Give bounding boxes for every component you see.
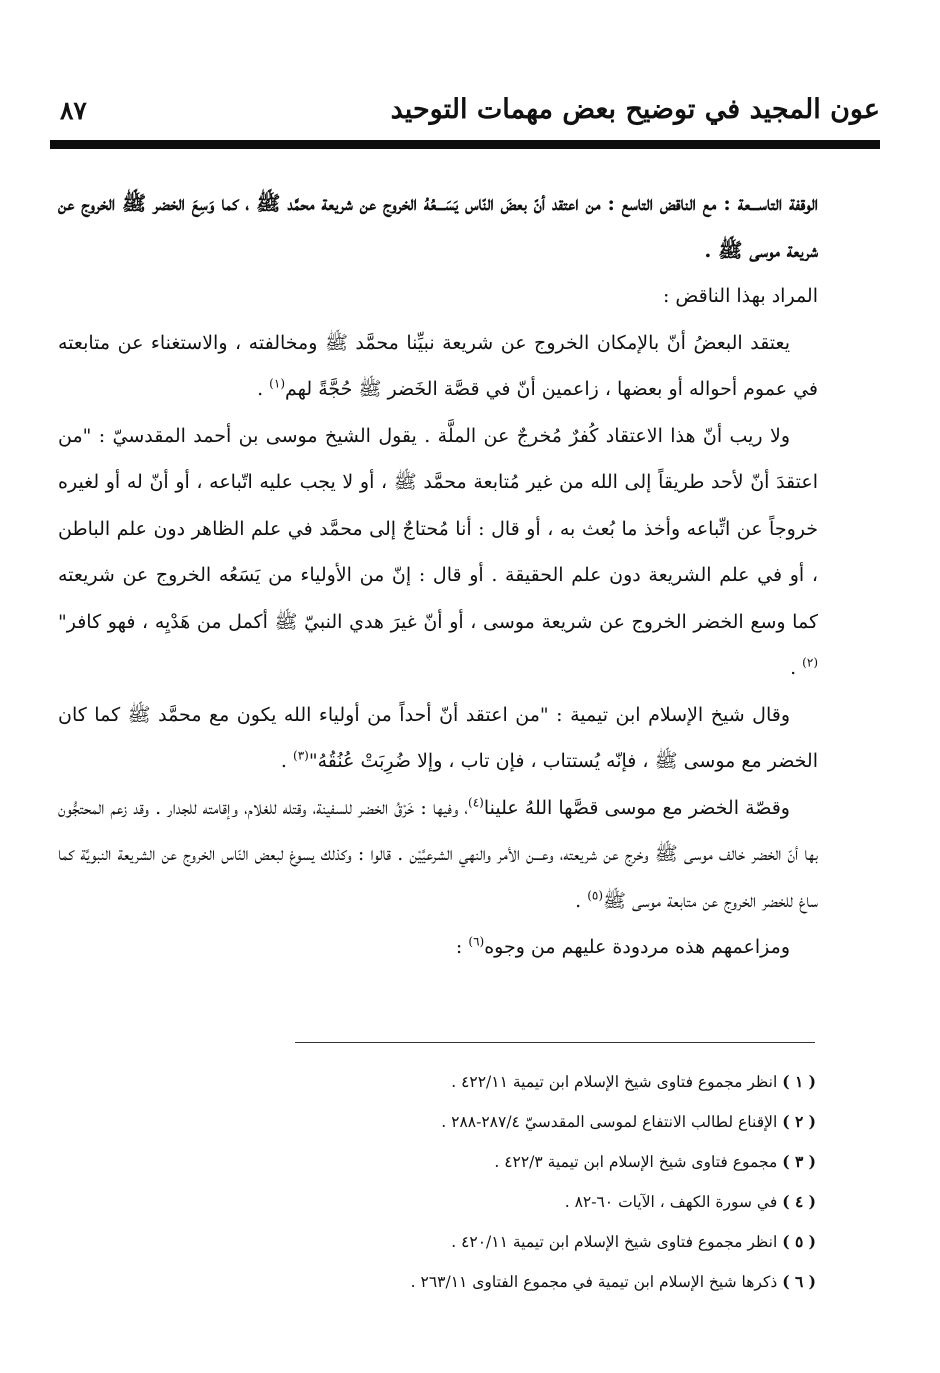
paragraph-3 (58, 692, 818, 785)
footnote-text: الإقناع لطالب الانتفاع لموسى المقدسيّ ٢٨٧/٤-٢٨٨ . (441, 1113, 778, 1131)
running-title: عون المجيد في توضيح بعض مهمات التوحيد (390, 94, 880, 125)
paragraph-5 (58, 924, 818, 971)
footnotes (256, 1062, 816, 1302)
footnote-ref-2[interactable]: (٢) (802, 655, 818, 670)
paragraph-4-text-a: وقصّة الخضر مع موسى قصَّها اللهُ علينا (483, 796, 790, 819)
footnote-ref-4[interactable]: (٤) (468, 795, 484, 810)
paragraph-4 (58, 785, 818, 925)
paragraph-3-text: وقال شيخ الإسلام ابن تيمية : "من اعتقد أنّ أحداً من أولياء الله يكون مع محمَّد ﷺ كما كان الخضر مع موسى ﷺ ، فإنّه يُستتاب ، فإن تاب ، وإلا ضُرِبَتْ عُنُقُهُ" (58, 703, 818, 772)
footnote-ref-6[interactable]: (٦) (468, 934, 485, 949)
footnote-item (256, 1222, 816, 1262)
paragraph-4-end: . (575, 889, 588, 912)
footnote-ref-5[interactable]: (٥) (587, 888, 604, 903)
footnote-ref-3[interactable]: (٣) (293, 748, 309, 763)
paragraph-4-text-b: ، وفيها : خَرْقُ الخضر للسفينة، وقتله للغلام، وإقامته للجدار . وقد زعم المحتجُّون بها أنّ الخضر خالف موسى ﷺ وخرج عن شريعته، وعـــن الأمر والنهي الشرعيَّيْن . قالوا : وكذلك يسوغ لبعض النّاس الخروج عن الشريعة النبويَّة كما ساغ للخضر الخروج عن متابعة موسى ﷺ (58, 796, 818, 912)
footnote-text: ذكرها شيخ الإسلام ابن تيمية في مجموع الفتاوى ٢٦٣/١١ . (410, 1273, 778, 1291)
main-text (58, 180, 818, 971)
paragraph-2-text: ولا ريب أنّ هذا الاعتقاد كُفرٌ مُخرجٌ عن الملَّة . يقول الشيخ موسى بن أحمد المقدسيّ : "من اعتقدَ أنّ لأحد طريقاً إلى الله من غير مُتابعة محمَّد ﷺ ، أو لا يجب عليه اتّباعه ، أو أنّ له أو لغيره خروجاً عن اتِّباعه وأخذ ما بُعث به ، أو قال : أنا مُحتاجٌ إلى محمَّد في علم الظاهر دون علم الباطن ، أو في علم الشريعة دون علم الحقيقة . أو قال : إنّ من الأولياء من يَسَعُه الخروج عن شريعته كما وسع الخضر الخروج عن شريعة موسى ، أو أنّ غيرَ هدي النبيّ ﷺ أكمل من هَدْيِه ، فهو كافر" (58, 424, 818, 633)
paragraph-3-end: . (280, 750, 293, 772)
footnote-number: ( ٥ ) (782, 1232, 816, 1251)
footnote-item (256, 1102, 816, 1142)
paragraph-2 (58, 413, 818, 692)
sub-heading: المراد بهذا الناقض : (662, 285, 818, 307)
paragraph-1-end: . (257, 378, 270, 400)
footnote-text: انظر مجموع فتاوى شيخ الإسلام ابن تيمية ٤٢٠/١١ . (451, 1233, 778, 1251)
footnote-separator (295, 1042, 815, 1043)
footnote-number: ( ٤ ) (782, 1192, 816, 1211)
footnote-number: ( ١ ) (782, 1072, 816, 1091)
footnote-text: مجموع فتاوى شيخ الإسلام ابن تيمية ٤٢٢/٣ . (494, 1153, 778, 1171)
footnote-item (256, 1062, 816, 1102)
footnote-ref-1[interactable]: (١) (269, 376, 285, 391)
section-heading: الوقفة التاســـعة : مع الناقض التاسع : من اعتقد أنّ بعضَ النّاس يَسَـــعُهُ الخروج عن شريعة محمَّد ﷺ ، كما وَسِعَ الخضر ﷺ الخروج عن شريعة موسى ﷺ . (58, 191, 818, 262)
footnote-number: ( ٣ ) (782, 1152, 816, 1171)
paragraph-5-text: ومزاعمهم هذه مردودة عليهم من وجوه (484, 936, 790, 958)
page-number: ٨٧ (60, 96, 87, 125)
paragraph-2-end: . (790, 657, 803, 679)
footnote-item (256, 1182, 816, 1222)
footnote-item (256, 1262, 816, 1302)
footnote-item (256, 1142, 816, 1182)
footnote-number: ( ٢ ) (782, 1112, 816, 1131)
footnote-text: انظر مجموع فتاوى شيخ الإسلام ابن تيمية ٤٢٢/١١ . (451, 1073, 778, 1091)
footnote-text: في سورة الكهف ، الآيات ٦٠-٨٢ . (564, 1193, 778, 1211)
paragraph-1-text: يعتقد البعضُ أنّ بالإمكان الخروج عن شريعة نبيِّنا محمَّد ﷺ ومخالفته ، والاستغناء عن متابعته في عموم أحواله أو بعضها ، زاعمين أنّ في قصَّة الخَضر ﷺ حُجَّةً لهم (58, 331, 818, 400)
page-header (50, 88, 880, 138)
paragraph-1 (58, 320, 818, 413)
header-rule (50, 140, 880, 149)
footnote-number: ( ٦ ) (782, 1272, 816, 1291)
paragraph-5-end: : (455, 936, 469, 958)
